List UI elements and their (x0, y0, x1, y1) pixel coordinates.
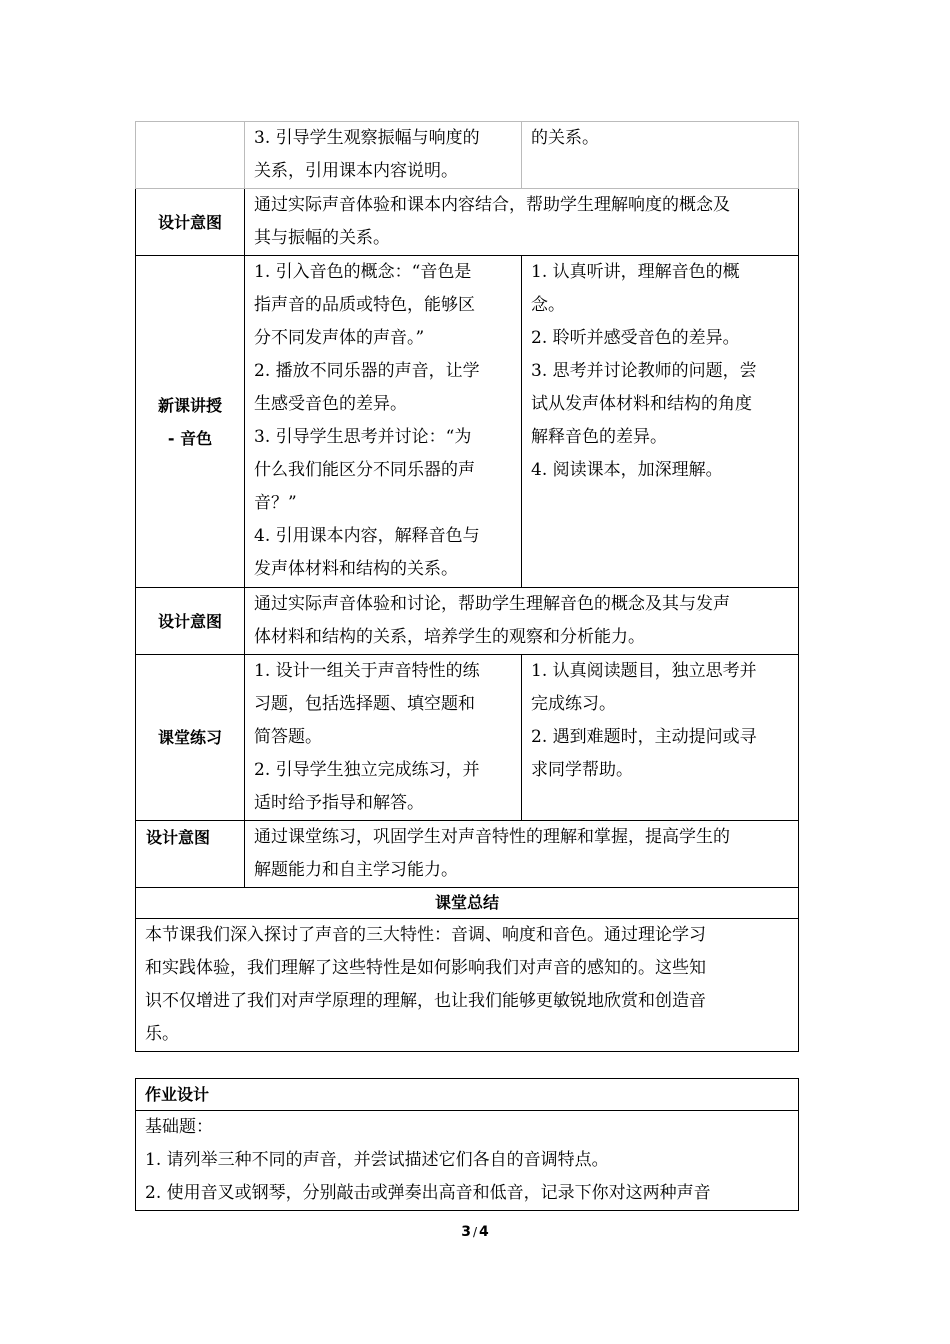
design-intent-text: 通过课堂练习，巩固学生对声音特性的理解和掌握，提高学生的 解题能力和自主学习能力。 (245, 821, 799, 888)
design-intent-text: 通过实际声音体验和课本内容结合，帮助学生理解响度的概念及 其与振幅的关系。 (245, 189, 799, 256)
table-row (136, 1079, 799, 1111)
homework-table (135, 1078, 799, 1211)
summary-text: 本节课我们深入探讨了声音的三大特性：音调、响度和音色。通过理论学习 和实践体验，我们理解了这些特性是如何影响我们对声音的感知的。这些知 识不仅增进了我们对声学原理的理解，也让我们能够更敏锐地欣赏和创造音 乐。 (136, 919, 799, 1052)
table-row (136, 919, 799, 1052)
table-row (136, 1111, 799, 1211)
student-activity-cell: 1. 认真阅读题目，独立思考并 完成练习。 2. 遇到难题时，主动提问或寻 求同学帮助。 (522, 655, 799, 821)
homework-title: 作业设计 (136, 1079, 799, 1111)
teacher-activity-cell: 1. 引入音色的概念：“音色是 指声音的品质或特色，能够区 分不同发声体的声音。” 2. 播放不同乐器的声音，让学 生感受音色的差异。 3. 引导学生思考并讨论：“为 什么我们能区分不同乐器的声 音？” 4. 引用课本内容，解释音色与 发声体材料和结构的关系。 (245, 256, 522, 588)
design-intent-label: 设计意图 (136, 189, 245, 256)
homework-content: 基础题： 1. 请列举三种不同的声音，并尝试描述它们各自的音调特点。 2. 使用音叉或钢琴，分别敲击或弹奏出高音和低音，记录下你对这两种声音 (136, 1111, 799, 1211)
teacher-activity-cell: 1. 设计一组关于声音特性的练 习题，包括选择题、填空题和 简答题。 2. 引导学生独立完成练习，并 适时给予指导和解答。 (245, 655, 522, 821)
lesson-plan-table (135, 121, 799, 1052)
table-row (136, 821, 799, 888)
table-row (136, 588, 799, 655)
table-row (136, 655, 799, 821)
page-separator: / (472, 1225, 478, 1239)
design-intent-text: 通过实际声音体验和讨论，帮助学生理解音色的概念及其与发声 体材料和结构的关系，培养学生的观察和分析能力。 (245, 588, 799, 655)
design-intent-label: 设计意图 (136, 821, 245, 888)
student-activity-cell: 的关系。 (522, 122, 799, 189)
page-number (0, 1224, 950, 1240)
teacher-activity-cell: 3. 引导学生观察振幅与响度的 关系，引用课本内容说明。 (245, 122, 522, 189)
empty-label-cell (136, 122, 245, 189)
table-row (136, 189, 799, 256)
page-current: 3 (461, 1224, 471, 1240)
section-label-timbre: 新课讲授 - 音色 (136, 256, 245, 588)
design-intent-label: 设计意图 (136, 588, 245, 655)
table-row (136, 888, 799, 919)
table-row (136, 122, 799, 189)
student-activity-cell: 1. 认真听讲，理解音色的概 念。 2. 聆听并感受音色的差异。 3. 思考并讨论教师的问题，尝 试从发声体材料和结构的角度 解释音色的差异。 4. 阅读课本，加深理解。 (522, 256, 799, 588)
table-row (136, 256, 799, 588)
page-total: 4 (479, 1224, 489, 1240)
summary-title: 课堂总结 (136, 888, 799, 919)
section-label-practice: 课堂练习 (136, 655, 245, 821)
